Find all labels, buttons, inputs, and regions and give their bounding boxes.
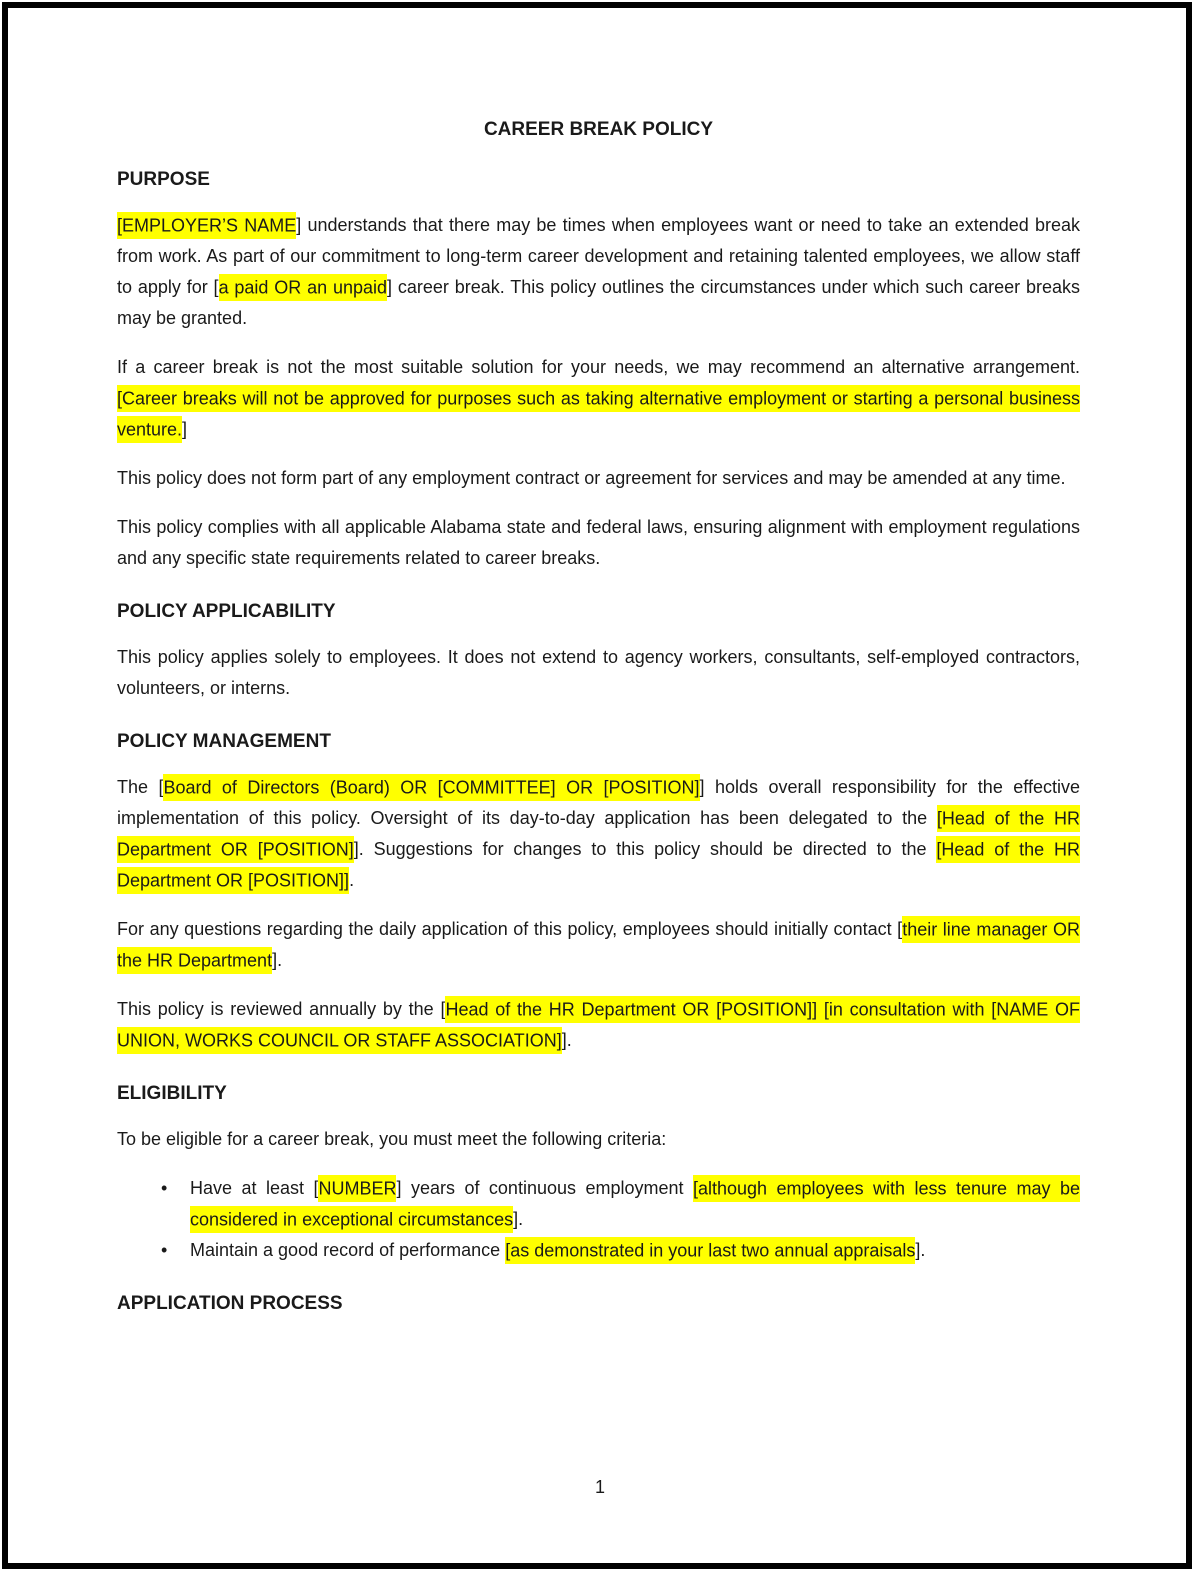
text-run: For any questions regarding the daily application of this policy, employees should initially contact [ [117,919,903,939]
text-run: If a career break is not the most suitable solution for your needs, we may recommend an alternative arrangement. [117,357,1080,377]
section-heading-eligibility: ELIGIBILITY [117,1083,227,1104]
text-run: ] holds overall responsibility for the effective implementation of this policy. Oversight of its day-to-day application has been delegated to the [117,777,1080,828]
text-run: To be eligible for a career break, you must meet the following criteria: [117,1129,667,1149]
document-title: CAREER BREAK POLICY [483,119,714,140]
paragraph [117,772,1080,896]
text-run: ] [182,419,188,439]
paragraph [117,512,1080,574]
section-heading-purpose: PURPOSE [117,169,210,190]
document-content [117,0,1080,1316]
text-run: ]. [272,950,283,970]
highlighted-text: [Career breaks will not be approved for purposes such as taking alternative employment or starting a personal business venture. [117,385,1080,443]
list-item-text [190,1175,1080,1233]
list-item [117,1235,1080,1266]
highlighted-text: their line manager OR the HR Department [117,916,1080,974]
text-run: ] understands that there may be times when employees want or need to take an extended break from work. As part of our commitment to long-term career development and retaining talented employees, we allow staff to apply for [ [117,215,1080,297]
highlighted-text: [EMPLOYER’S NAME [117,212,296,239]
highlighted-text: Board of Directors (Board) OR [COMMITTEE] OR [POSITION] [163,774,699,801]
paragraph [117,352,1080,445]
text-run: . [349,870,355,890]
eligibility-criteria-list [117,1173,1080,1266]
highlighted-text: NUMBER [318,1175,396,1202]
highlighted-text: a paid OR an unpaid [219,274,387,301]
highlighted-text: [Head of the HR Department OR [POSITION] [117,805,1080,863]
highlighted-text: Head of the HR Department OR [POSITION]] [in consultation with [NAME OF UNION, WORKS COUNCIL OR STAFF ASSOCIATION] [117,996,1080,1054]
text-run: ] years of continuous employment [396,1178,693,1198]
section-heading-application-process: APPLICATION PROCESS [117,1293,343,1314]
paragraph [117,1124,1080,1155]
text-run: ]. [915,1240,926,1260]
text-run: ]. [513,1209,524,1229]
paragraph [117,210,1080,334]
text-run: The [ [117,777,164,797]
text-run: ]. [561,1030,572,1050]
section-heading-policy-applicability: POLICY APPLICABILITY [117,601,336,622]
text-run: ]. Suggestions for changes to this policy should be directed to the [353,839,937,859]
bullet-icon: • [161,1178,168,1198]
text-run: This policy complies with all applicable Alabama state and federal laws, ensuring alignment with employment regulations and any specific state requirements related to career breaks. [117,517,1080,568]
text-run: This policy applies solely to employees. It does not extend to agency workers, consultants, self-employed contractors, volunteers, or interns. [117,647,1080,698]
highlighted-text: [although employees with less tenure may be considered in exceptional circumstances [190,1175,1080,1233]
text-run: ] career break. This policy outlines the circumstances under which such career breaks may be granted. [117,277,1080,328]
text-run: This policy does not form part of any employment contract or agreement for services and may be amended at any time. [117,468,1066,488]
paragraph [117,642,1080,704]
paragraph [117,463,1080,494]
text-run: Maintain a good record of performance [190,1240,506,1260]
list-item-text [190,1237,925,1264]
section-heading-policy-management: POLICY MANAGEMENT [117,731,331,752]
highlighted-text: [as demonstrated in your last two annual appraisals [505,1237,915,1264]
paragraph [117,914,1080,976]
highlighted-text: [Head of the HR Department OR [POSITION]] [117,836,1080,894]
list-item [117,1173,1080,1235]
page-number: 1 [594,1477,605,1497]
bullet-icon: • [161,1240,168,1260]
text-run: Have at least [ [190,1178,319,1198]
text-run: This policy is reviewed annually by the [ [117,999,446,1019]
paragraph [117,994,1080,1056]
